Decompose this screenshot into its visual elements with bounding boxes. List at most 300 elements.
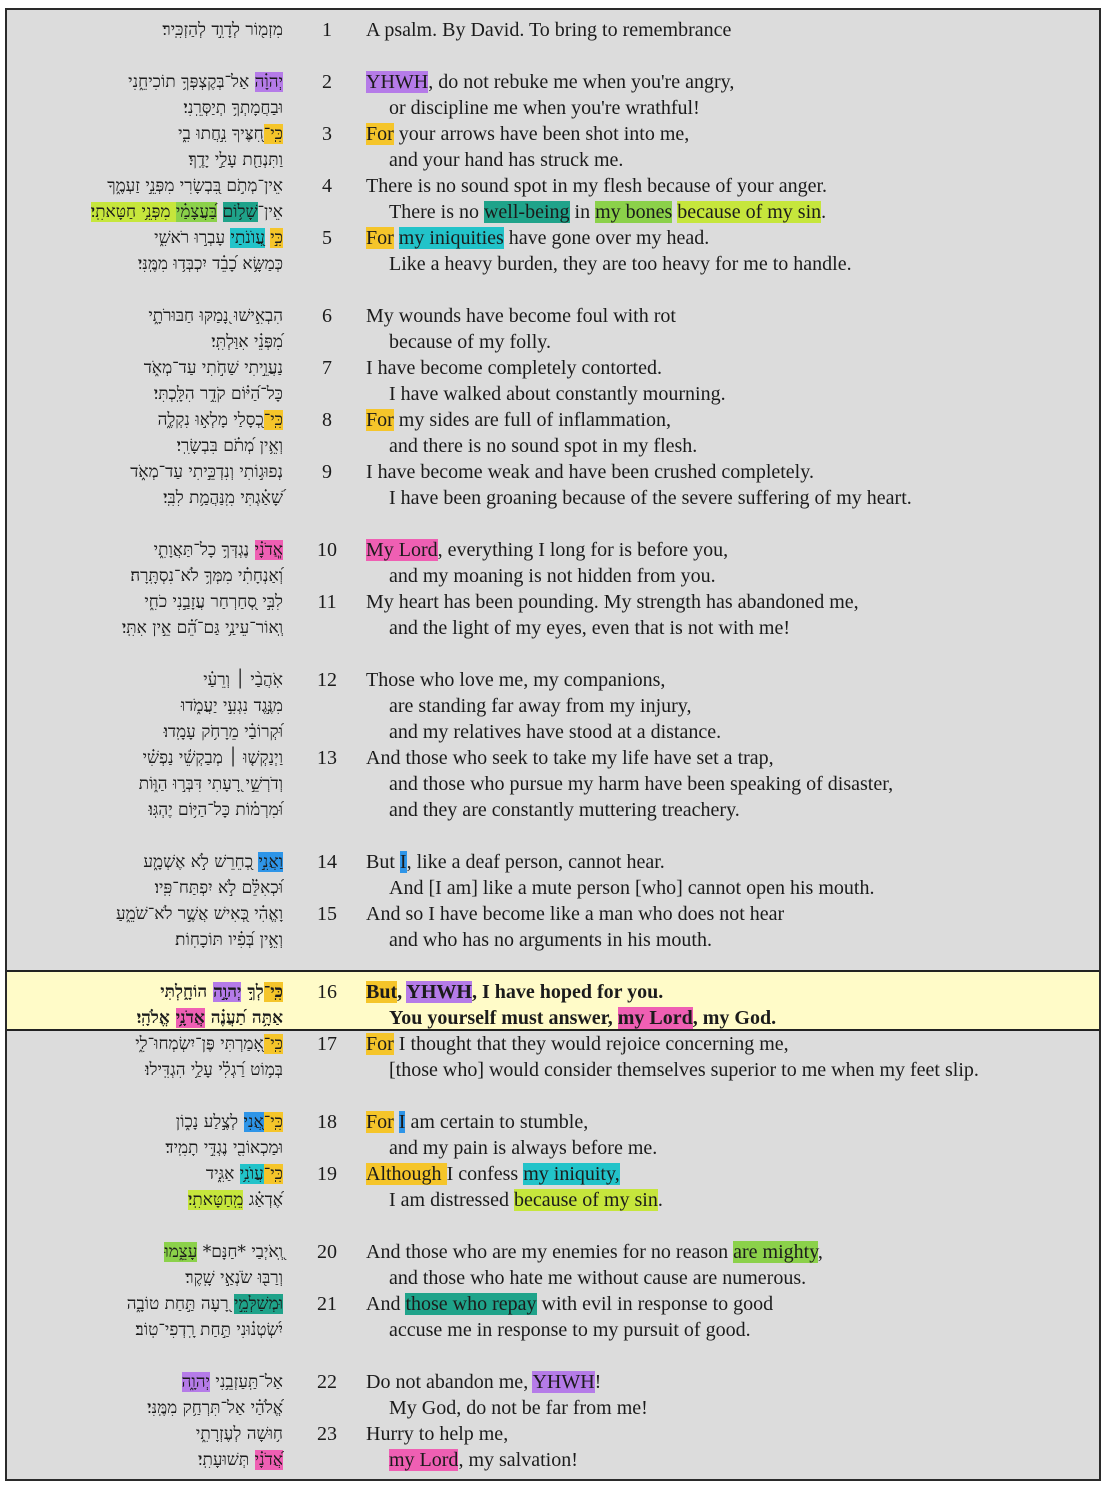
verse-line <box>7 927 1099 953</box>
english-translation <box>389 95 700 121</box>
english-translation <box>389 875 874 901</box>
english-segment: am certain to stumble, <box>405 1111 589 1133</box>
english-segment: and my pain is always before me. <box>389 1137 658 1159</box>
english-segment: Do not abandon me, <box>366 1371 533 1393</box>
english-translation <box>366 173 827 199</box>
hebrew-segment: אֱלֹהָֽי׃ <box>136 1008 176 1028</box>
verse-number: 22 <box>317 1371 337 1393</box>
english-translation <box>389 1005 776 1031</box>
english-segment: are mighty <box>733 1241 818 1263</box>
verse-line <box>7 1369 1099 1395</box>
hebrew-segment: הִבְאִ֣ישׁוּ נָ֭מַקּוּ חַבּוּרֹתָ֑י <box>148 306 283 326</box>
english-translation <box>366 1161 620 1187</box>
hebrew-text <box>154 537 283 563</box>
english-segment: I <box>398 1111 406 1133</box>
english-segment: accuse me in response to my pursuit of good. <box>389 1319 751 1341</box>
hebrew-segment: אֲֽדֹנָ֗י <box>254 540 283 560</box>
english-segment: and those who hate me without cause are numerous. <box>389 1267 807 1289</box>
english-segment: , my God. <box>692 1007 777 1029</box>
english-segment: I thought that they would rejoice concerning me, <box>393 1033 789 1055</box>
verse-number: 6 <box>322 305 332 327</box>
verse-number: 12 <box>317 669 337 691</box>
hebrew-segment: אָ֭מַרְתִּי פֶּן־יִשְׂמְחוּ־לִ֑י <box>135 1034 264 1054</box>
verse-number: 21 <box>317 1293 337 1315</box>
english-translation <box>366 355 662 381</box>
hebrew-segment: יְהוָ֣ה <box>213 982 242 1002</box>
verse-number: 18 <box>317 1111 337 1133</box>
hebrew-segment: נֶגְדְּךָ֥ כָל־תַּאֲוָתִ֑י <box>153 540 255 560</box>
hebrew-text <box>165 1135 283 1161</box>
verse-number: 7 <box>322 357 332 379</box>
verse-line <box>7 745 1099 771</box>
hebrew-segment: הוֹחָ֑לְתִּי <box>160 982 214 1002</box>
verse-line <box>7 875 1099 901</box>
english-segment: . <box>821 201 827 223</box>
english-translation <box>389 329 551 355</box>
verse-line <box>7 173 1099 199</box>
hebrew-segment: עָצֵ֑מוּ <box>164 1242 198 1262</box>
english-segment: with evil in response to good <box>536 1293 774 1315</box>
english-segment: or discipline me when you're wrathful! <box>389 97 700 119</box>
hebrew-segment: וְאֵ֥ין בְּ֝פִ֗יו תּוֹכָחֽוֹת׃ <box>175 930 283 950</box>
hebrew-segment: אֹֽהֲבַ֨י ׀ וְרֵעַ֗י <box>203 670 283 690</box>
verse-line <box>7 537 1099 563</box>
hebrew-text <box>206 1161 283 1187</box>
english-translation <box>389 1265 806 1291</box>
english-segment: . <box>657 1189 663 1211</box>
english-translation <box>366 667 665 693</box>
english-segment: For <box>366 1111 394 1133</box>
verse-number: 16 <box>317 981 337 1003</box>
verse-line <box>7 69 1099 95</box>
verse-line <box>7 1161 1099 1187</box>
verse-line <box>7 1187 1099 1213</box>
hebrew-segment: אַל־תַּֽעַזְבֵ֥נִי <box>210 1372 283 1392</box>
english-segment: and the light of my eyes, even that is not with me! <box>389 617 791 639</box>
english-segment: Hurry to help me, <box>366 1423 509 1445</box>
verse-line <box>7 459 1099 485</box>
english-segment: And [I am] like a mute person [who] cannot open his mouth. <box>389 877 875 899</box>
hebrew-segment: כִּֽי־ <box>263 1164 283 1184</box>
english-translation <box>389 615 790 641</box>
hebrew-segment: וְ֝אַנְחָתִ֗י מִמְּךָ֥ לֹא־נִסְתָּֽרָה׃ <box>130 566 283 586</box>
verse-number: 3 <box>322 123 332 145</box>
verse-line <box>7 407 1099 433</box>
english-segment: My God, do not be far from me! <box>389 1397 648 1419</box>
verse-line <box>7 1447 1099 1473</box>
hebrew-text <box>107 173 283 199</box>
english-segment: For <box>366 1033 394 1055</box>
english-segment: well-being <box>483 201 570 223</box>
english-segment: My wounds have become foul with rot <box>366 305 676 327</box>
verse-number: 9 <box>322 461 332 483</box>
english-segment: I am distressed <box>389 1189 514 1211</box>
hebrew-segment: מִ֝פְּנֵ֗י אִוַּלְתִּֽי׃ <box>211 332 283 352</box>
hebrew-text <box>91 199 283 225</box>
hebrew-segment: לְצֶ֣לַע נָכ֑וֹן <box>175 1112 244 1132</box>
english-translation <box>389 1135 657 1161</box>
hebrew-segment: וְֽ֭אֹיְבַי *חַנָּם* <box>197 1242 283 1262</box>
hebrew-segment: יִ֝שְׂטְנ֗וּנִי תַּ֣חַת רָֽדְפִי־טֽוֹב׃ <box>135 1320 283 1340</box>
english-segment: And so I have become like a man who does not hear <box>366 903 785 925</box>
english-translation <box>366 1369 601 1395</box>
hebrew-segment: כָּל־הַ֝יּ֗וֹם קֹדֵ֥ר הִלָּֽכְתִּי׃ <box>153 384 283 404</box>
english-segment: and those who pursue my harm have been speaking of disaster, <box>389 773 894 795</box>
hebrew-segment: מֵֽחַטָּאתִֽי׃ <box>187 1190 244 1210</box>
english-translation <box>366 121 689 147</box>
hebrew-text <box>139 771 283 797</box>
english-segment: For <box>366 409 394 431</box>
hebrew-segment: כְ֭סָלַי מָלְא֣וּ נִקְלֶ֑ה <box>157 410 264 430</box>
english-translation <box>366 1239 823 1265</box>
hebrew-segment: וּבַחֲמָתְךָ֥ תְיַסְּרֵֽנִי׃ <box>183 98 283 118</box>
english-translation <box>366 69 734 95</box>
english-translation <box>366 303 676 329</box>
english-segment: I <box>399 851 407 873</box>
hebrew-text <box>137 1005 283 1031</box>
verse-number: 10 <box>317 539 337 561</box>
english-segment: , do not rebuke me when you're angry, <box>428 71 735 93</box>
verse-line <box>7 1031 1099 1057</box>
verse-line <box>7 147 1099 173</box>
hebrew-segment: וְאֵ֥ין מְ֝תֹ֗ם בִּבְשָׂרִֽי׃ <box>176 436 283 456</box>
hebrew-text <box>144 355 283 381</box>
hebrew-segment: וּ֝קְרוֹבַ֗י מֵרָחֹ֥ק עָמָֽדוּ׃ <box>163 722 283 742</box>
hebrew-text <box>164 1239 283 1265</box>
english-segment: , everything I long for is before you, <box>437 539 729 561</box>
english-segment: I have been groaning because of the severe suffering of my heart. <box>389 487 912 509</box>
english-segment: in <box>569 201 596 223</box>
verse-line <box>7 615 1099 641</box>
english-segment: and your hand has struck me. <box>389 149 624 171</box>
verse-line <box>7 199 1099 225</box>
english-segment: My heart has been pounding. My strength has abandoned me, <box>366 591 859 613</box>
hebrew-segment: כִּֽי־ <box>263 982 283 1002</box>
hebrew-segment: וּמְשַׁלְּמֵ֣י <box>234 1294 283 1314</box>
english-segment: My Lord <box>366 539 438 561</box>
hebrew-segment: אַגִּ֑יד <box>205 1164 240 1184</box>
verse-number: 19 <box>317 1163 337 1185</box>
hebrew-text <box>128 69 283 95</box>
hebrew-segment: אֵין־מְתֹ֣ם בִּ֭בְשָׂרִי מִפְּנֵ֣י זַעְמֶ֑ךָ <box>107 176 283 196</box>
hebrew-segment: בְּמ֥וֹט רַ֝גְלִ֗י עָלַ֥י הִגְדִּֽילוּ׃ <box>145 1060 283 1080</box>
verse-line <box>7 1109 1099 1135</box>
verse-line <box>7 303 1099 329</box>
english-segment: my bones <box>595 201 673 223</box>
verse-line <box>7 693 1099 719</box>
english-segment: ! <box>594 1371 602 1393</box>
english-translation <box>389 147 623 173</box>
hebrew-segment: עָבְר֣וּ רֹאשִׁ֑י <box>154 228 231 248</box>
english-segment: , I have hoped for you. <box>471 981 664 1003</box>
hebrew-text <box>176 1109 283 1135</box>
hebrew-segment: וּמַכְאוֹבִ֖י נֶגְדִּ֣י תָמִֽיד׃ <box>165 1138 283 1158</box>
english-translation <box>389 771 893 797</box>
verse-line <box>7 901 1099 927</box>
english-translation <box>389 1057 979 1083</box>
verse-number: 15 <box>317 903 337 925</box>
english-segment: Those who love me, my companions, <box>366 669 666 691</box>
hebrew-segment: כְּמַשָּׂ֥א כָ֝בֵ֗ד יִכְבְּד֥וּ מִמֶּֽנִּי׃ <box>137 254 283 274</box>
verse-line <box>7 121 1099 147</box>
hebrew-text <box>143 849 283 875</box>
verse-line <box>7 979 1099 1005</box>
verse-number: 20 <box>317 1241 337 1263</box>
english-translation <box>389 719 721 745</box>
verse-line <box>7 667 1099 693</box>
hebrew-segment: עֲ֭וֺנֹתַי <box>230 228 265 248</box>
hebrew-text <box>145 1057 283 1083</box>
verse-line <box>7 17 1099 43</box>
verse-number: 23 <box>317 1423 337 1445</box>
english-segment: And <box>366 1293 406 1315</box>
english-segment: and there is no sound spot in my flesh. <box>389 435 698 457</box>
hebrew-text <box>135 1031 283 1057</box>
english-translation <box>366 589 859 615</box>
verse-number: 8 <box>322 409 332 431</box>
hebrew-text <box>189 147 284 173</box>
hebrew-text <box>211 329 283 355</box>
english-segment: and who has no arguments in his mouth. <box>389 929 712 951</box>
verse-line <box>7 95 1099 121</box>
english-segment: [those who] would consider themselves superior to me when my feet slip. <box>389 1059 979 1081</box>
english-segment: because of my sin <box>513 1189 658 1211</box>
hebrew-text <box>185 1265 283 1291</box>
hebrew-segment: אַתָּ֥ה תַ֝עֲנֶ֗ה <box>204 1008 283 1028</box>
english-segment: , like a deaf person, cannot hear. <box>406 851 665 873</box>
english-segment: have gone over my head. <box>503 227 710 249</box>
hebrew-text <box>130 459 283 485</box>
english-translation <box>389 199 826 225</box>
english-translation <box>366 901 784 927</box>
hebrew-segment: רָ֭עָה תַּ֣חַת טוֹבָ֑ה <box>126 1294 235 1314</box>
hebrew-text <box>138 251 283 277</box>
verse-line <box>7 1265 1099 1291</box>
hebrew-text <box>162 17 283 43</box>
hebrew-segment: נְפוּג֣וֹתִי וְנִדְכֵּ֣יתִי עַד־מְאֹ֑ד <box>130 462 283 482</box>
hebrew-segment: כִּֽי־ <box>263 1112 283 1132</box>
english-translation <box>389 1395 648 1421</box>
english-translation <box>389 693 692 719</box>
verse-line <box>7 355 1099 381</box>
hebrew-segment: אֶ֝דְאַ֗ג <box>243 1190 283 1210</box>
hebrew-segment: וָאֱהִ֗י כְּ֭אִישׁ אֲשֶׁ֣ר לֹא־שֹׁמֵ֑עַ <box>116 904 283 924</box>
hebrew-segment: שָׁל֥וֹם <box>222 202 258 222</box>
hebrew-text <box>198 1447 283 1473</box>
english-segment: I have become completely contorted. <box>366 357 662 379</box>
verse-line <box>7 225 1099 251</box>
verse-line <box>7 563 1099 589</box>
hebrew-segment: כִּֽי־ <box>263 124 283 144</box>
english-translation <box>389 563 716 589</box>
hebrew-segment: מִנֶּ֣גֶד נִגְעִ֣י יַעֲמֹ֑דוּ <box>180 696 283 716</box>
hebrew-segment: אֱ֝לֹהַ֗י אַל־תִּרְחַ֥ק מִמֶּֽנִּי׃ <box>147 1398 283 1418</box>
verse-number: 1 <box>322 19 332 41</box>
hebrew-text <box>130 563 283 589</box>
hebrew-text <box>148 303 283 329</box>
hebrew-segment: נַעֲוֵ֣יתִי שַׁחֹ֣תִי עַד־מְאֹ֑ד <box>143 358 283 378</box>
hebrew-text <box>144 589 283 615</box>
english-translation <box>366 537 728 563</box>
english-segment: There is no sound spot in my flesh because of your anger. <box>366 175 828 197</box>
hebrew-text <box>158 407 283 433</box>
english-translation <box>389 1187 663 1213</box>
hebrew-segment: וַיְנַקְשׁ֤וּ ׀ מְבַקְשֵׁ֬י נַפְשִׁ֗י <box>142 748 283 768</box>
english-segment: my iniquity, <box>523 1163 620 1185</box>
english-segment: I confess <box>446 1163 524 1185</box>
hebrew-segment: בַּ֝עֲצָמַ֗י <box>175 202 218 222</box>
hebrew-segment: כְ֭חֵרֵשׁ לֹ֣א אֶשְׁמָ֑ע <box>143 852 259 872</box>
hebrew-text <box>122 615 283 641</box>
hebrew-segment: כִּ֣י <box>270 228 283 248</box>
verse-line <box>7 849 1099 875</box>
hebrew-segment: מִפְּנֵ֥י חַטָּאתִֽי׃ <box>90 202 176 222</box>
english-translation <box>366 849 665 875</box>
verse-line <box>7 1395 1099 1421</box>
hebrew-segment: וַאֲנִ֣י <box>258 852 283 872</box>
verse-line <box>7 1135 1099 1161</box>
english-segment: because of my sin <box>677 201 822 223</box>
verse-number: 14 <box>317 851 337 873</box>
hebrew-segment: וְֽאוֹר־עֵינַ֥י גַּם־הֵ֝֗ם אֵ֣ין אִתִּֽי׃ <box>121 618 283 638</box>
verse-line <box>7 1291 1099 1317</box>
english-translation <box>366 459 814 485</box>
verse-number: 2 <box>322 71 332 93</box>
hebrew-text <box>163 485 283 511</box>
verse-number: 17 <box>317 1033 337 1055</box>
english-segment: YHWH <box>406 981 472 1003</box>
hebrew-segment: אֲ֝דֹנָ֗י <box>254 1450 283 1470</box>
hebrew-text <box>188 1187 283 1213</box>
english-segment: my Lord <box>617 1007 693 1029</box>
english-segment: those who repay <box>405 1293 537 1315</box>
hebrew-segment: שָׁ֝אַ֗גְתִּי מִֽנַּהֲמַ֥ת לִבִּֽי׃ <box>163 488 283 508</box>
hebrew-segment: יְהוָ֑ה <box>181 1372 211 1392</box>
hebrew-text <box>160 979 283 1005</box>
english-segment: YHWH <box>532 1371 595 1393</box>
hebrew-segment: וּ֝כְאִלֵּ֗ם לֹ֣א יִפְתַּח־פִּֽיו׃ <box>154 878 283 898</box>
hebrew-text <box>147 1395 283 1421</box>
hebrew-segment: עֲוֺנִ֥י <box>239 1164 264 1184</box>
english-translation <box>366 1291 773 1317</box>
verse-line <box>7 1421 1099 1447</box>
english-segment: And those who seek to take my life have set a trap, <box>366 747 774 769</box>
english-segment: There is no <box>389 201 484 223</box>
hebrew-text <box>177 433 283 459</box>
english-translation <box>389 251 852 277</box>
english-segment: But <box>366 981 398 1003</box>
hebrew-segment: וַתִּנְחַ֖ת עָלַ֣י יָדֶֽךָ׃ <box>188 150 283 170</box>
hebrew-segment: חִ֭צֶּיךָ נִ֣חֲתוּ בִ֑י <box>178 124 264 144</box>
hebrew-segment: אֵין־ <box>257 202 283 222</box>
hebrew-segment: אֲ֭נִי <box>243 1112 264 1132</box>
english-translation <box>366 745 774 771</box>
english-segment: A psalm. By David. To bring to remembrance <box>366 19 732 41</box>
english-segment: and my relatives have stood at a distance. <box>389 721 722 743</box>
english-segment: You yourself must answer, <box>389 1007 618 1029</box>
verse-line <box>7 1005 1099 1031</box>
hebrew-segment: כִּֽי־ <box>263 1034 283 1054</box>
verse-line <box>7 1317 1099 1343</box>
hebrew-segment: תְּשׁוּעָתִֽי׃ <box>198 1450 255 1470</box>
english-segment: I have walked about constantly mourning. <box>389 383 726 405</box>
verse-line <box>7 329 1099 355</box>
english-translation <box>366 1421 508 1447</box>
hebrew-text <box>155 875 283 901</box>
hebrew-segment: אֲדֹנָ֥י <box>175 1008 205 1028</box>
english-segment: my iniquities <box>398 227 504 249</box>
english-segment: For <box>366 227 394 249</box>
english-translation <box>366 225 709 251</box>
english-segment: For <box>366 123 394 145</box>
english-segment: But <box>366 851 400 873</box>
hebrew-text <box>116 901 283 927</box>
english-segment: And those who are my enemies for no reason <box>366 1241 734 1263</box>
psalm-table <box>5 8 1101 1481</box>
hebrew-text <box>154 381 283 407</box>
verse-number: 5 <box>322 227 332 249</box>
hebrew-segment: לִבִּ֣י סְ֭חַרְחַר עֲזָבַ֣נִי כֹחִ֑י <box>144 592 283 612</box>
hebrew-text <box>143 745 283 771</box>
hebrew-text <box>178 121 283 147</box>
hebrew-text <box>181 693 283 719</box>
english-translation <box>389 1317 751 1343</box>
verse-line <box>7 251 1099 277</box>
english-translation <box>366 1109 588 1135</box>
hebrew-text <box>175 927 283 953</box>
english-segment: , <box>817 1241 823 1263</box>
english-translation <box>389 927 712 953</box>
hebrew-segment: ח֥וּשָׁה לְעֶזְרָתִ֑י <box>195 1424 283 1444</box>
hebrew-segment: וְרַבּ֖וּ שֹׂנְאַ֣י שָֽׁקֶר׃ <box>185 1268 283 1288</box>
verse-number: 13 <box>317 747 337 769</box>
hebrew-text <box>148 797 283 823</box>
english-segment: my sides are full of inflammation, <box>393 409 671 431</box>
hebrew-text <box>203 667 283 693</box>
english-segment: I have become weak and have been crushed completely. <box>366 461 814 483</box>
english-translation <box>366 407 671 433</box>
hebrew-segment: וּ֝מִרְמ֗וֹת כָּל־הַיּ֥וֹם יֶהְגּֽוּ׃ <box>148 800 283 820</box>
verse-line <box>7 381 1099 407</box>
hebrew-segment: כִּֽי־ <box>263 410 283 430</box>
hebrew-segment <box>217 202 222 222</box>
english-segment: and my moaning is not hidden from you. <box>389 565 716 587</box>
english-translation <box>389 1447 578 1473</box>
english-translation <box>389 381 726 407</box>
english-segment: are standing far away from my injury, <box>389 695 692 717</box>
hebrew-text <box>136 1317 283 1343</box>
hebrew-segment: לְךָ֣ <box>241 982 264 1002</box>
english-translation <box>366 17 731 43</box>
english-translation <box>366 1031 789 1057</box>
english-segment: Like a heavy burden, they are too heavy for me to handle. <box>389 253 852 275</box>
english-segment: your arrows have been shot into me, <box>393 123 690 145</box>
english-segment: Although <box>366 1163 447 1185</box>
english-segment: , <box>397 981 407 1003</box>
hebrew-segment: יְהוָ֗ה <box>254 72 283 92</box>
english-translation <box>389 485 912 511</box>
hebrew-text <box>182 1369 283 1395</box>
hebrew-segment: וְדֹרְשֵׁ֣י רָ֭עָתִי דִּבְּר֣וּ הַוּ֑וֹת <box>138 774 283 794</box>
verse-line <box>7 589 1099 615</box>
hebrew-text <box>164 719 283 745</box>
verse-number: 4 <box>322 175 332 197</box>
hebrew-text <box>183 95 283 121</box>
hebrew-text <box>127 1291 283 1317</box>
english-segment: my Lord <box>389 1449 459 1471</box>
english-segment: because of my folly. <box>389 331 551 353</box>
english-segment: , my salvation! <box>458 1449 578 1471</box>
